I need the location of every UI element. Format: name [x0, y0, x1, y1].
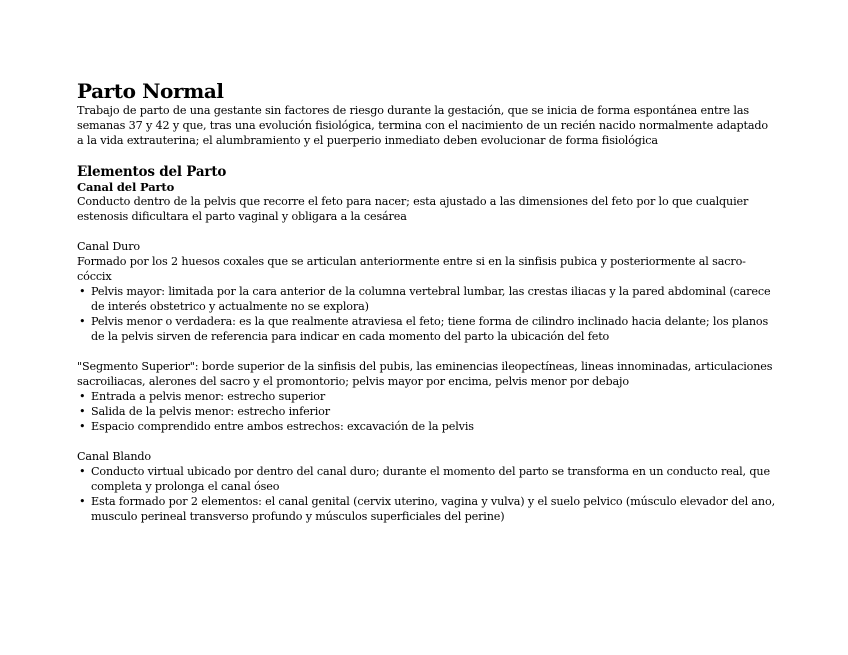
canal-parto-description: Conducto dentro de la pelvis que recorre el feto para nacer; esta ajustado a las dimensiones del feto por lo que cualquier estenosis dificultara el parto vaginal y obligara a la cesárea	[77, 195, 749, 223]
bullet-icon: •	[79, 495, 86, 508]
segmento-superior-list	[77, 389, 777, 434]
intro-paragraph: Trabajo de parto de una gestante sin factores de riesgo durante la gestación, que se inicia de forma espontánea entre las semanas 37 y 42 y que, tras una evolución fisiológica, termina con el nacimiento de un recién nacido normalmente adaptado a la vida extrauterina; el alumbramiento y el puerperio inmediato deben evolucionar de forma fisiológica	[77, 104, 768, 147]
canal-duro-label: Canal Duro	[77, 240, 140, 253]
list-item-text: Salida de la pelvis menor: estrecho inferior	[91, 405, 330, 418]
bullet-icon: •	[79, 315, 86, 328]
list-item	[77, 389, 777, 404]
list-item-text: Conducto virtual ubicado por dentro del canal duro; durante el momento del parto se transforma en un conducto real, que completa y prolonga el canal óseo	[91, 465, 770, 493]
section-subheading: Canal del Parto	[77, 180, 175, 194]
list-item	[77, 419, 777, 434]
list-item	[77, 314, 777, 344]
list-item	[77, 404, 777, 419]
bullet-icon: •	[79, 465, 86, 478]
list-item	[77, 464, 777, 494]
canal-blando-list	[77, 464, 777, 524]
canal-duro-description: Formado por los 2 huesos coxales que se articulan anteriormente entre si en la sinfisis pubica y posteriormente al sacro-cóccix	[77, 255, 746, 283]
list-item-text: Entrada a pelvis menor: estrecho superior	[91, 390, 326, 403]
bullet-icon: •	[79, 285, 86, 298]
list-item-text: Esta formado por 2 elementos: el canal genital (cervix uterino, vagina y vulva) y el suelo pelvico (músculo elevador del ano, musculo perineal transverso profundo y músculos superficiales del perine)	[91, 495, 775, 523]
list-item	[77, 284, 777, 314]
list-item-text: Pelvis menor o verdadera: es la que realmente atraviesa el feto; tiene forma de cilindro inclinado hacia delante; los planos de la pelvis sirven de referencia para indicar en cada momento del parto la ubicación del feto	[91, 315, 769, 343]
list-item-text: Espacio comprendido entre ambos estrechos: excavación de la pelvis	[91, 420, 474, 433]
bullet-icon: •	[79, 420, 86, 433]
page-title: Parto Normal	[77, 79, 224, 103]
canal-blando-label: Canal Blando	[77, 450, 152, 463]
canal-duro-list	[77, 284, 777, 344]
list-item	[77, 494, 777, 524]
document-content	[77, 79, 777, 524]
bullet-icon: •	[79, 390, 86, 403]
bullet-icon: •	[79, 405, 86, 418]
list-item-text: Pelvis mayor: limitada por la cara anterior de la columna vertebral lumbar, las crestas iliacas y la pared abdominal (carece de interés obstetrico y actualmente no se explora)	[91, 285, 771, 313]
section-heading: Elementos del Parto	[77, 164, 227, 180]
segmento-superior-paragraph: "Segmento Superior": borde superior de la sinfisis del pubis, las eminencias ileopectíneas, lineas innominadas, articulaciones sacroiliacas, alerones del sacro y el promontorio; pelvis mayor por encima, pelvis menor por debajo	[77, 360, 773, 388]
